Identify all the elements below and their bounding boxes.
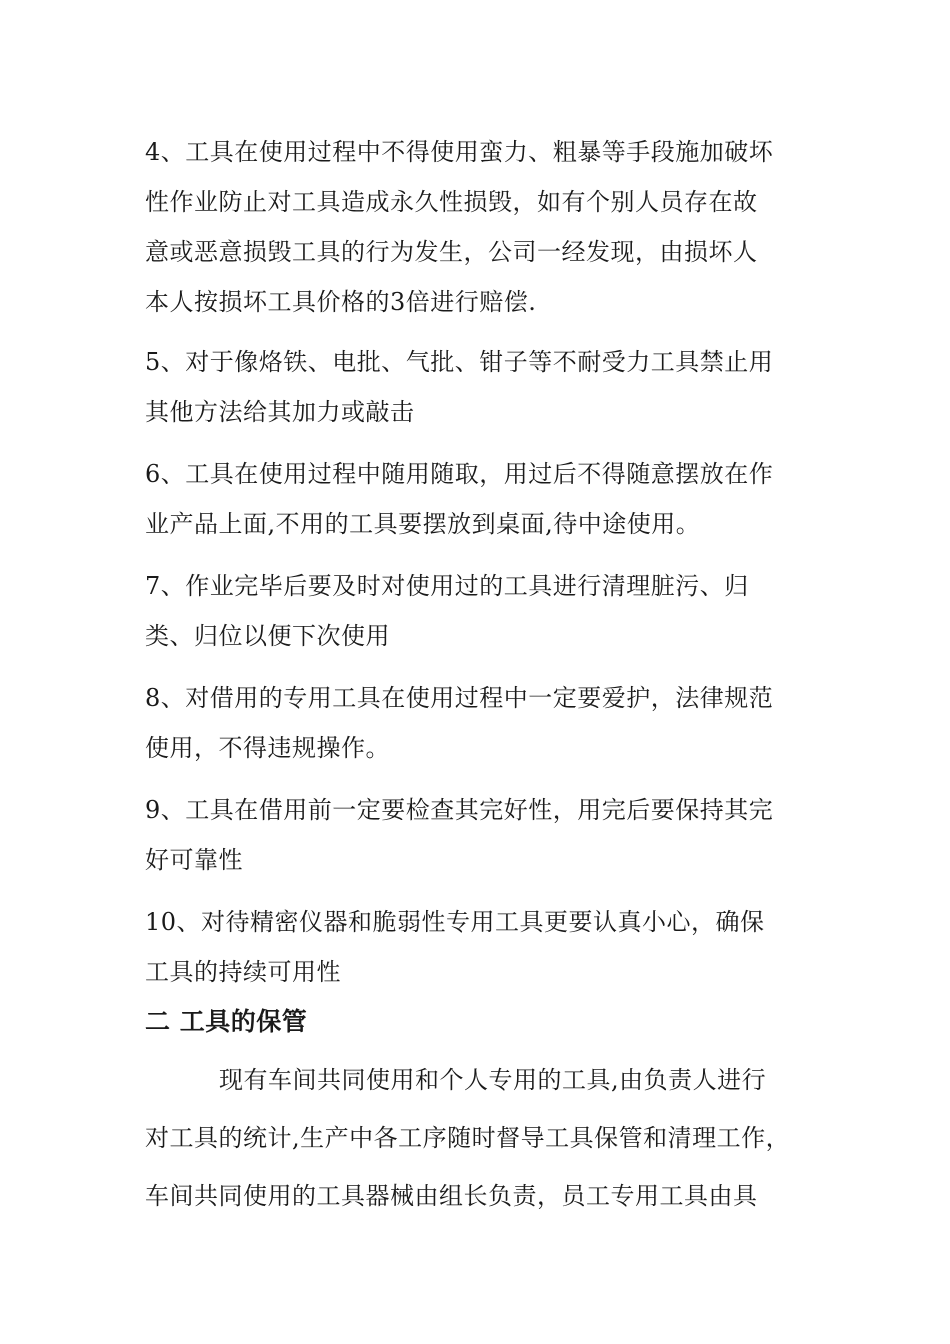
item-9-line-2: 好可靠性 <box>145 846 243 874</box>
item-9-line-1: 9、工具在借用前一定要检查其完好性，用完后要保持其完 <box>145 796 774 824</box>
section-body-line-2: 对工具的统计,生产中各工序随时督导工具保管和清理工作， <box>145 1124 791 1152</box>
section-heading: 二 工具的保管 <box>145 1007 308 1036</box>
item-7-line-1: 7、作业完毕后要及时对使用过的工具进行清理脏污、归 <box>145 572 749 600</box>
item-7-line-2: 类、归位以便下次使用 <box>145 622 390 650</box>
section-body-line-3: 车间共同使用的工具器械由组长负责，员工专用工具由具 <box>145 1182 758 1210</box>
item-5-line-2: 其他方法给其加力或敲击 <box>145 398 415 426</box>
item-6-line-2: 业产品上面,不用的工具要摆放到桌面,待中途使用。 <box>145 510 701 538</box>
item-6-line-1: 6、工具在使用过程中随用随取，用过后不得随意摆放在作 <box>145 460 774 488</box>
item-4-line-3: 意或恶意损毁工具的行为发生，公司一经发现，由损坏人 <box>145 238 758 266</box>
item-4-line-4: 本人按损坏工具价格的3倍进行赔偿. <box>145 288 537 316</box>
item-4-line-1: 4、工具在使用过程中不得使用蛮力、粗暴等手段施加破坏 <box>145 138 774 166</box>
item-8-line-2: 使用，不得违规操作。 <box>145 734 390 762</box>
item-10-line-2: 工具的持续可用性 <box>145 958 341 986</box>
item-5-line-1: 5、对于像烙铁、电批、气批、钳子等不耐受力工具禁止用 <box>145 348 774 376</box>
item-8-line-1: 8、对借用的专用工具在使用过程中一定要爱护，法律规范 <box>145 684 774 712</box>
item-4-line-2: 性作业防止对工具造成永久性损毁，如有个别人员存在故 <box>145 188 758 216</box>
item-10-line-1: 10、对待精密仪器和脆弱性专用工具更要认真小心，确保 <box>145 908 765 936</box>
section-body-line-1: 现有车间共同使用和个人专用的工具,由负责人进行 <box>219 1066 767 1094</box>
